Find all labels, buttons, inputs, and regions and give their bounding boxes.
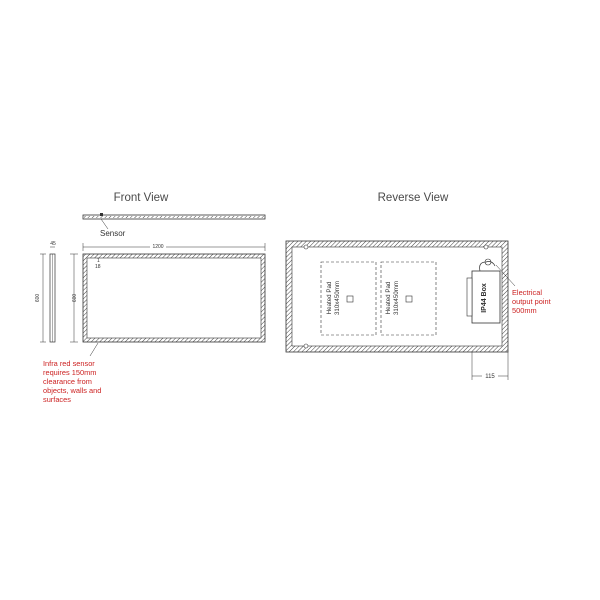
side-height-dim-text: 600: [35, 293, 41, 303]
note-line: requires 150mm: [43, 368, 97, 377]
front-view: [35, 192, 265, 404]
width-dimension: [83, 243, 265, 251]
height-dim-text: 600: [72, 293, 78, 303]
elec-note-line: output point: [512, 297, 551, 306]
reverse-view: [286, 192, 551, 380]
ip44-box-label: IP44 Box: [481, 283, 488, 313]
note-line: surfaces: [43, 395, 71, 404]
sensor-note-leader: [90, 343, 98, 356]
front-mirror-frame: [83, 254, 265, 342]
pad-2-size: 310x450mm: [393, 280, 400, 316]
front-top-profile: [83, 213, 265, 229]
note-line: Infra red sensor: [43, 359, 95, 368]
depth-dim-text: 45: [50, 241, 56, 247]
pad-2-label: Heated Pad: [385, 281, 392, 315]
note-line: clearance from: [43, 377, 92, 386]
pad-1-size: 310x450mm: [334, 280, 341, 316]
elec-note-line: 500mm: [512, 306, 537, 315]
reverse-view-title: Reverse View: [377, 192, 449, 204]
pad-1-label: Heated Pad: [326, 281, 333, 315]
height-dimension: [70, 254, 78, 342]
side-profile: [40, 247, 55, 342]
sensor-dim-1: 1: [97, 258, 100, 264]
sensor-dim-2: 18: [95, 264, 101, 270]
electrical-note: [512, 288, 551, 315]
offset-dimension: [472, 352, 508, 380]
note-line: objects, walls and: [43, 386, 102, 395]
infrared-note: [43, 359, 101, 404]
width-dim-text: 1200: [152, 244, 164, 250]
offset-dim-text: 115: [485, 374, 495, 380]
elec-note-line: Electrical: [512, 288, 542, 297]
sensor-label: Sensor: [100, 229, 126, 238]
front-view-title: Front View: [113, 192, 169, 204]
